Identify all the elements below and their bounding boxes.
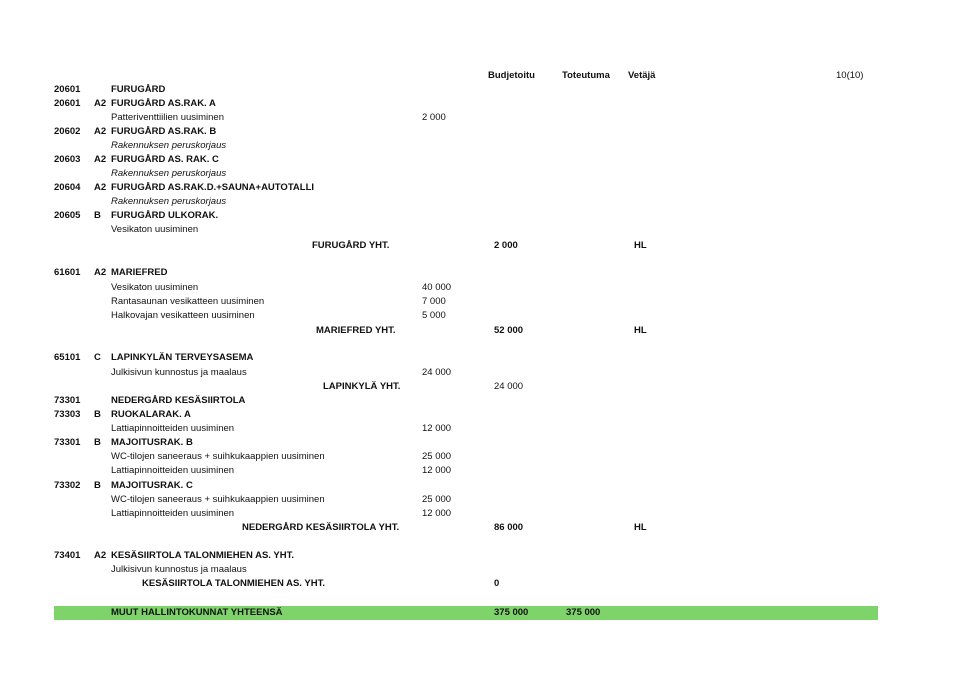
row-desc: Julkisivun kunnostus ja maalaus [111, 367, 247, 378]
row-desc: Lattiapinnoitteiden uusiminen [111, 465, 235, 476]
subtotal-actual: 52 000 [494, 325, 524, 336]
subtotal-actual: 2 000 [494, 240, 518, 251]
row-desc: Patteriventtiilien uusiminen [111, 112, 225, 123]
row-budget: 7 000 [422, 296, 446, 307]
subtotal-actual: 0 [494, 578, 500, 589]
row-desc: Vesikaton uusiminen [111, 282, 199, 293]
row-desc: Julkisivun kunnostus ja maalaus [111, 564, 247, 575]
row-budget: 12 000 [422, 465, 452, 476]
row-name: RUOKALARAK. A [111, 409, 191, 420]
row-budget: 25 000 [422, 451, 452, 462]
row-name: FURUGÅRD AS.RAK. B [111, 126, 217, 137]
row-code: 73302 [54, 480, 81, 491]
row-desc: WC-tilojen saneeraus + suihkukaappien uusiminen [111, 451, 325, 462]
row-class: A2 [94, 126, 107, 137]
row-desc: Halkovajan vesikatteen uusiminen [111, 310, 255, 321]
row-name: KESÄSIIRTOLA TALONMIEHEN AS. YHT. [111, 550, 294, 561]
row-budget: 5 000 [422, 310, 446, 321]
row-desc: WC-tilojen saneeraus + suihkukaappien uusiminen [111, 494, 325, 505]
subtotal-actual: 86 000 [494, 522, 524, 533]
row-class: A2 [94, 154, 107, 165]
row-budget: 24 000 [422, 367, 452, 378]
row-code: 20605 [54, 210, 81, 221]
subtotal-leader: HL [634, 240, 647, 251]
grand-total-actual: 375 000 [494, 607, 529, 618]
row-code: 20603 [54, 154, 81, 165]
subtotal-leader: HL [634, 325, 647, 336]
row-code: 20601 [54, 84, 81, 95]
subtotal-label: LAPINKYLÄ YHT. [323, 381, 401, 392]
row-code: 73301 [54, 437, 81, 448]
subtotal-actual: 24 000 [494, 381, 524, 392]
row-class: B [94, 480, 101, 491]
row-class: C [94, 352, 101, 363]
row-class: B [94, 210, 101, 221]
row-class: A2 [94, 98, 107, 109]
row-name: LAPINKYLÄN TERVEYSASEMA [111, 352, 254, 363]
row-name: FURUGÅRD [111, 84, 166, 95]
row-code: 61601 [54, 267, 81, 278]
page-number: 10(10) [836, 70, 864, 81]
row-code: 73303 [54, 409, 81, 420]
row-budget: 12 000 [422, 508, 452, 519]
row-budget: 12 000 [422, 423, 452, 434]
col-header-leader: Vetäjä [628, 70, 656, 81]
subtotal-label: NEDERGÅRD KESÄSIIRTOLA YHT. [242, 522, 400, 533]
subtotal-label: KESÄSIIRTOLA TALONMIEHEN AS. YHT. [142, 578, 325, 589]
row-class: A2 [94, 182, 107, 193]
subtotal-label: FURUGÅRD YHT. [312, 240, 390, 251]
row-desc: Vesikaton uusiminen [111, 224, 199, 235]
row-class: A2 [94, 267, 107, 278]
row-name: FURUGÅRD AS.RAK.D.+SAUNA+AUTOTALLI [111, 182, 315, 193]
col-header-actual: Toteutuma [562, 70, 610, 81]
grand-total-label: MUUT HALLINTOKUNNAT YHTEENSÄ [111, 607, 283, 618]
row-name: FURUGÅRD AS. RAK. C [111, 154, 219, 165]
row-class: B [94, 409, 101, 420]
row-code: 20601 [54, 98, 81, 109]
row-desc: Rakennuksen peruskorjaus [111, 140, 227, 151]
row-name: NEDERGÅRD KESÄSIIRTOLA [111, 395, 246, 406]
subtotal-leader: HL [634, 522, 647, 533]
row-class: B [94, 437, 101, 448]
row-name: MAJOITUSRAK. B [111, 437, 193, 448]
row-desc: Rakennuksen peruskorjaus [111, 168, 227, 179]
grand-total-second: 375 000 [566, 607, 601, 618]
row-budget: 25 000 [422, 494, 452, 505]
row-desc: Rakennuksen peruskorjaus [111, 196, 227, 207]
subtotal-label: MARIEFRED YHT. [316, 325, 396, 336]
row-name: MAJOITUSRAK. C [111, 480, 193, 491]
row-desc: Lattiapinnoitteiden uusiminen [111, 508, 235, 519]
row-name: FURUGÅRD AS.RAK. A [111, 98, 216, 109]
row-desc: Lattiapinnoitteiden uusiminen [111, 423, 235, 434]
row-name: FURUGÅRD ULKORAK. [111, 210, 219, 221]
row-budget: 40 000 [422, 282, 452, 293]
row-code: 20604 [54, 182, 81, 193]
row-code: 65101 [54, 352, 81, 363]
row-budget: 2 000 [422, 112, 446, 123]
col-header-budgeted: Budjetoitu [488, 70, 535, 81]
row-code: 73401 [54, 550, 81, 561]
row-code: 73301 [54, 395, 81, 406]
row-desc: Rantasaunan vesikatteen uusiminen [111, 296, 265, 307]
row-code: 20602 [54, 126, 81, 137]
row-class: A2 [94, 550, 107, 561]
row-name: MARIEFRED [111, 267, 168, 278]
